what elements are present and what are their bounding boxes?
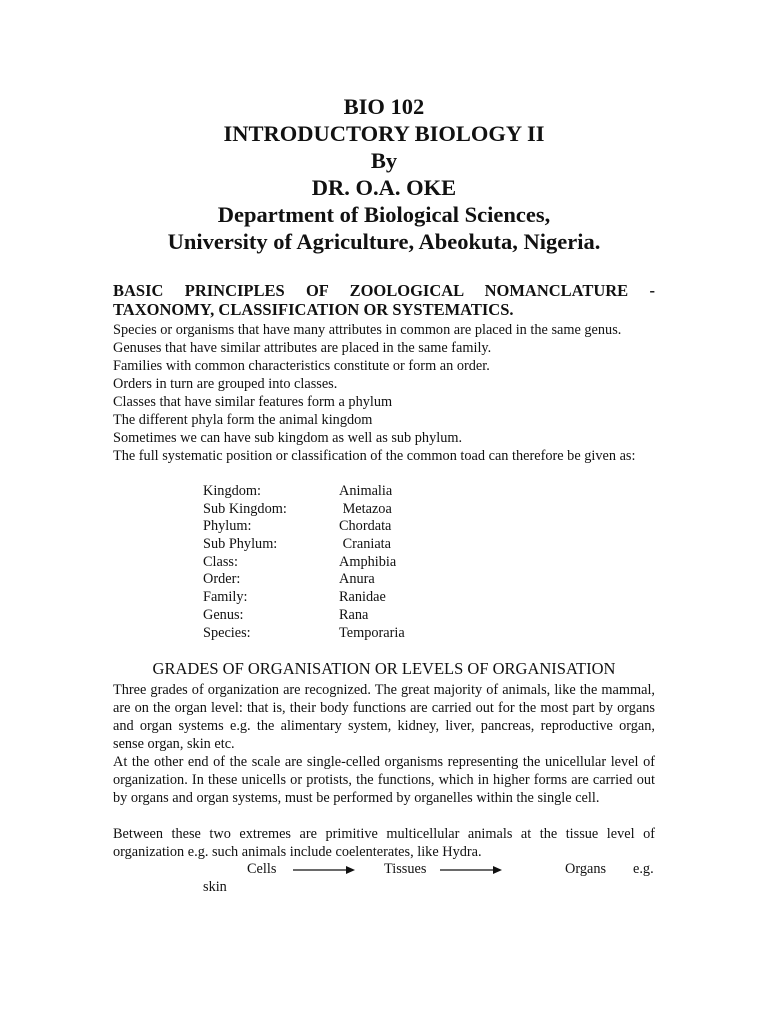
flow-tissues: Tissues	[384, 861, 427, 877]
rank-label: Species:	[203, 624, 251, 641]
rank-value: Animalia	[339, 483, 393, 499]
rank-value: Craniata	[339, 536, 392, 553]
by-line: By	[370, 148, 398, 173]
department-name: Department of Biological Sciences,	[217, 202, 551, 227]
statement-line: Classes that have similar features form a phylum	[113, 394, 393, 410]
paragraph-unicellular-level: At the other end of the scale are single-celled organisms representing the unicellular level of organization. In these unicells or protists, the functions, which in higher forms are carried out by organs and organ systems, must be performed by organelles within the single cell.	[113, 754, 655, 806]
rank-label: Order:	[203, 571, 241, 588]
statement-line: Genuses that have similar attributes are placed in the same family.	[113, 340, 492, 356]
rank-label: Sub Kingdom:	[203, 500, 287, 517]
paragraph-organ-level: Three grades of organization are recognized. The great majority of animals, like the mammal, are on the organ level: that is, their body functions are carried out for the most part by organs and organ systems e.g. the alimentary system, kidney, liver, pancreas, reproductive organ, sense organ, skin etc.	[113, 682, 655, 752]
flow-skin: skin	[203, 879, 227, 895]
rank-value: Rana	[339, 606, 369, 623]
rank-value: Anura	[339, 571, 375, 588]
course-code: BIO 102	[343, 94, 425, 119]
rank-label: Kingdom:	[203, 483, 261, 499]
flow-organs: Organs	[565, 861, 607, 877]
rank-value: Temporaria	[339, 624, 405, 641]
right-arrow-icon	[292, 863, 356, 877]
statement-line: Families with common characteristics constitute or form an order.	[113, 358, 490, 374]
rank-label: Genus:	[203, 606, 244, 623]
rank-label: Family:	[203, 589, 248, 606]
hierarchy-statements	[113, 321, 655, 447]
section-heading-grades: GRADES OF ORGANISATION OR LEVELS OF ORGANISATION	[152, 659, 616, 678]
organisation-flow	[0, 860, 768, 880]
course-title: INTRODUCTORY BIOLOGY II	[223, 121, 545, 146]
paragraph-tissue-level: Between these two extremes are primitive multicellular animals at the tissue level of organization e.g. such animals include coelenterates, like Hydra.	[113, 826, 655, 860]
rank-value: Metazoa	[339, 500, 392, 517]
statement-line: Species or organisms that have many attributes in common are placed in the same genus.	[113, 322, 622, 338]
classification-intro: The full systematic position or classification of the common toad can therefore be given as:	[113, 448, 636, 464]
rank-value: Amphibia	[339, 553, 397, 570]
rank-label: Class:	[203, 553, 238, 570]
flow-eg: e.g.	[633, 861, 654, 877]
right-arrow-icon	[439, 863, 503, 877]
rank-value: Ranidae	[339, 589, 386, 606]
university-name: University of Agriculture, Abeokuta, Nigeria.	[167, 229, 601, 254]
rank-label: Sub Phylum:	[203, 536, 278, 553]
statement-line: Orders in turn are grouped into classes.	[113, 376, 338, 392]
title-block	[0, 93, 768, 255]
rank-value: Chordata	[339, 518, 392, 535]
flow-cells: Cells	[247, 861, 277, 877]
statement-line: The different phyla form the animal kingdom	[113, 412, 373, 428]
statement-line: Sometimes we can have sub kingdom as well as sub phylum.	[113, 430, 463, 446]
section-heading-nomenclature: BASIC PRINCIPLES OF ZOOLOGICAL NOMANCLATURE - TAXONOMY, CLASSIFICATION OR SYSTEMATICS.	[113, 281, 655, 319]
author-name: DR. O.A. OKE	[311, 175, 457, 200]
rank-label: Phylum:	[203, 518, 252, 535]
